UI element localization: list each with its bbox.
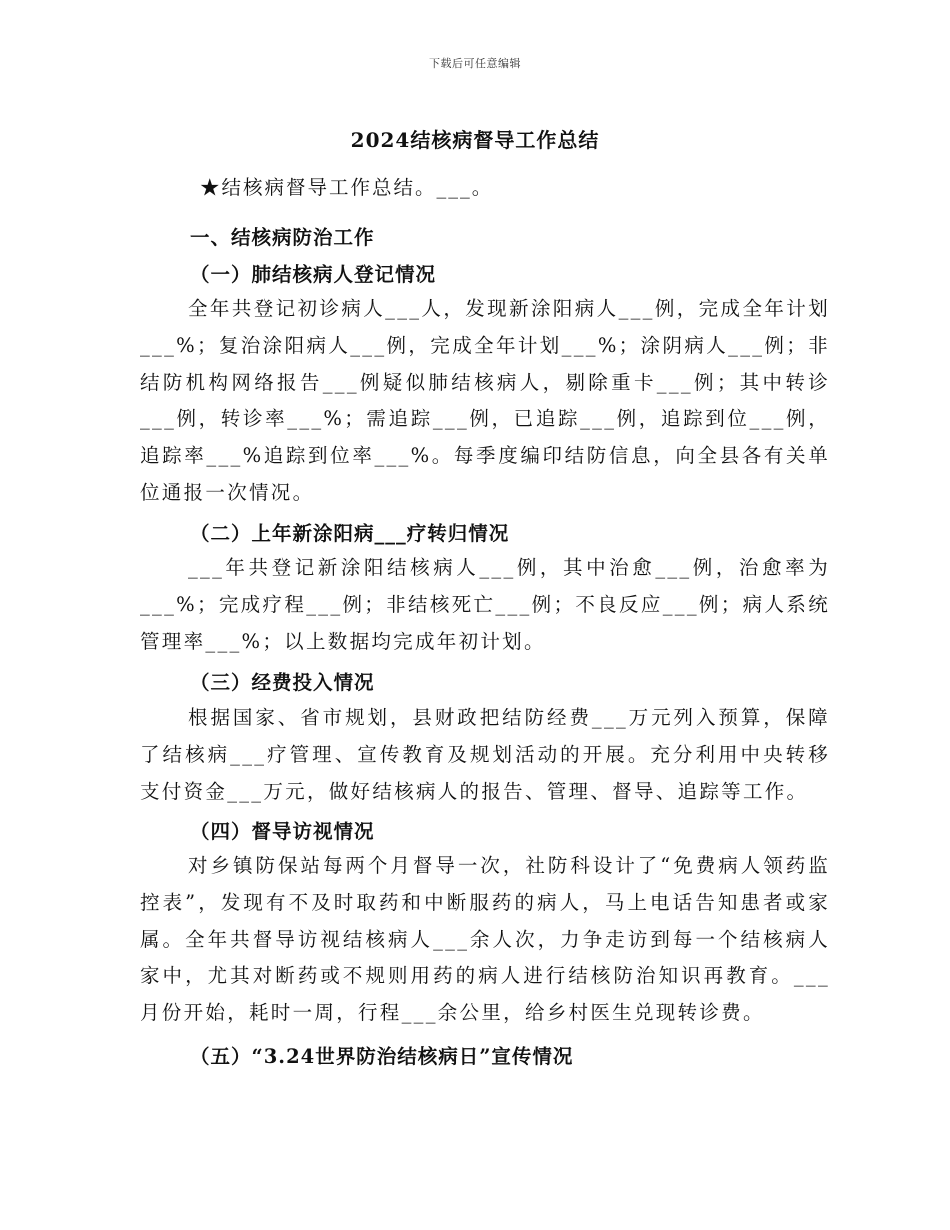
subsection-heading-4: （四）督导访视情况 — [190, 820, 375, 843]
paragraph-4: 对乡镇防保站每两个月督导一次，社防科设计了“免费病人领药监控表”，发现有不及时取药和中断服药的病人，马上电话告知患者或家属。全年共督导访视结核病人___余人次，力争走访到每一个结核病人家中，尤其对断药或不规则用药的病人进行结核防治知识再教育。___月份开始，耗时一周，行程___余公里，给乡村医生兑现转诊费。 — [140, 854, 830, 1025]
subsection-heading-3: （三）经费投入情况 — [190, 671, 375, 694]
subsection-heading-2: （二）上年新涂阳病___疗转归情况 — [190, 522, 510, 545]
subsection-heading-5: （五）“3.24世界防治结核病日”宣传情况 — [190, 1045, 574, 1068]
section-heading: 一、结核病防治工作 — [190, 226, 375, 249]
subsection-heading-1: （一）肺结核病人登记情况 — [190, 263, 437, 286]
document-title: 2024结核病督导工作总结 — [350, 128, 600, 152]
paragraph-2: ___年共登记新涂阳结核病人___例，其中治愈___例，治愈率为___%；完成疗程___例；非结核死亡___例；不良反应___例；病人系统管理率___%；以上数据均完成年初计划。 — [140, 556, 830, 653]
header-note: 下载后可任意编辑 — [429, 57, 521, 70]
paragraph-1: 全年共登记初诊病人___人，发现新涂阳病人___例，完成全年计划___%；复治涂阳病人___例，完成全年计划___%；涂阴病人___例；非结防机构网络报告___例疑似肺结核病人，剔除重卡___例；其中转诊___例，转诊率___%；需追踪___例，已追踪___例，追踪到位___例，追踪率___%追踪到位率___%。每季度编印结防信息，向全县各有关单位通报一次情况。 — [140, 297, 830, 504]
paragraph-3: 根据国家、省市规划，县财政把结防经费___万元列入预算，保障了结核病___疗管理、宣传教育及规划活动的开展。充分利用中央转移支付资金___万元，做好结核病人的报告、管理、督导、追踪等工作。 — [140, 706, 830, 803]
intro-line: ★结核病督导工作总结。___。 — [200, 176, 494, 199]
